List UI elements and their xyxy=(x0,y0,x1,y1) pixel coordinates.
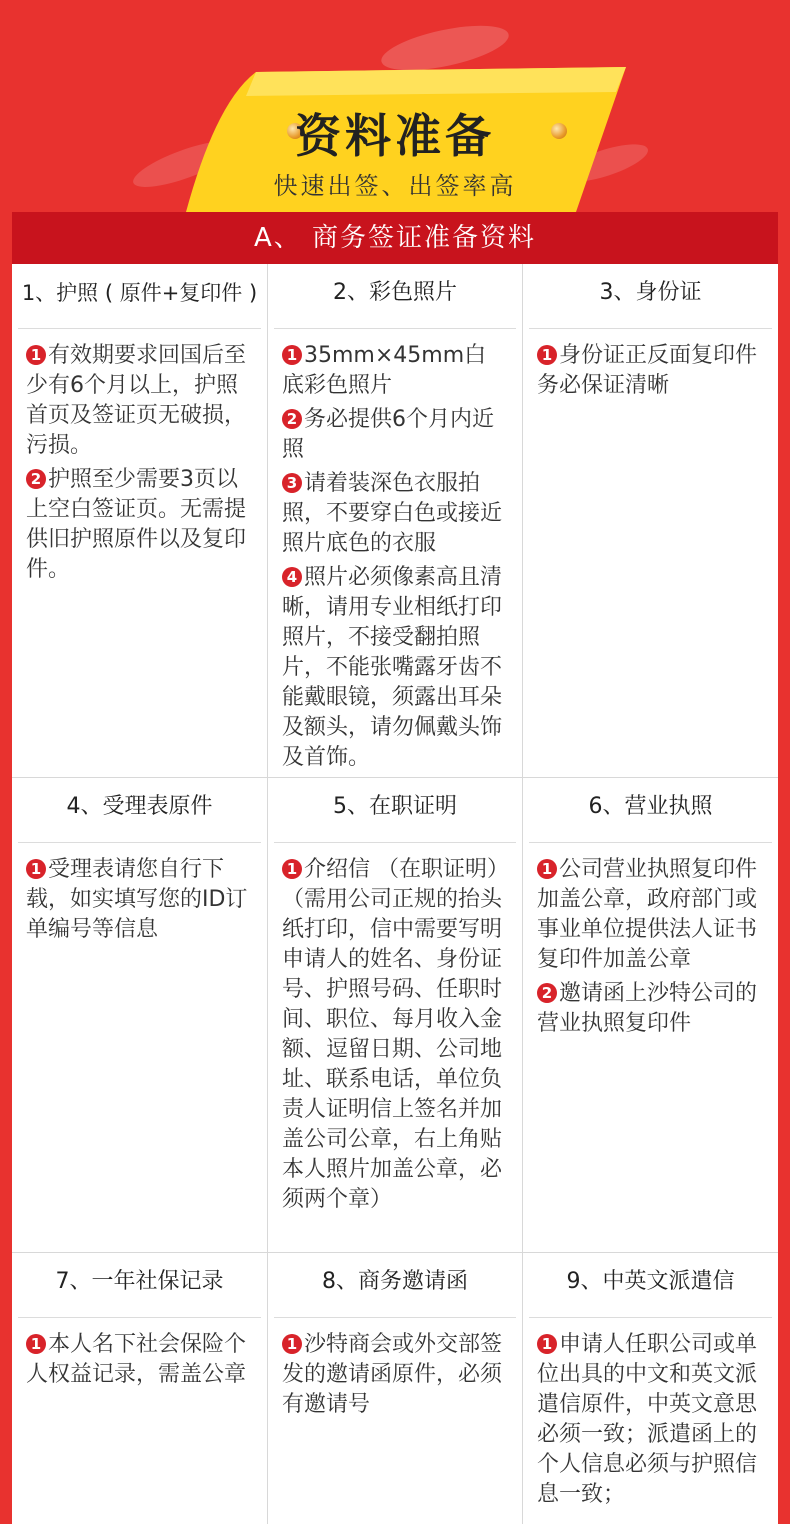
list-item xyxy=(282,855,508,1215)
section-title: A、 商务签证准备资料 xyxy=(12,212,778,264)
item-text: 邀请函上沙特公司的营业执照复印件 xyxy=(537,981,758,1036)
list-item xyxy=(282,563,508,773)
number-badge: 1 xyxy=(537,859,557,879)
number-badge: 1 xyxy=(537,345,557,365)
list-item xyxy=(282,405,508,465)
list-item xyxy=(537,1330,764,1510)
cell-heading: 2、彩色照片 xyxy=(333,280,457,305)
cell-heading: 9、中英文派遣信 xyxy=(566,1269,735,1294)
item-text: 介绍信 （在职证明）（需用公司正规的抬头纸打印，信中需要写明申请人的姓名、身份证号、护照号码、任职时间、职位、每月收入金额、逗留日期、公司地址、联系电话，单位负责人证明信上签名并加盖公司公章，右上角贴本人照片加盖公章，必须两个章） xyxy=(282,857,503,1212)
list-item xyxy=(26,855,253,945)
list-item xyxy=(26,465,253,585)
item-text: 照片必须像素高且清晰，请用专业相纸打印照片，不接受翻拍照片，不能张嘴露牙齿不能戴眼镜，须露出耳朵及额头，请勿佩戴头饰及首饰。 xyxy=(282,565,503,770)
requirement-cell-id-card xyxy=(523,264,778,405)
number-badge: 4 xyxy=(282,567,302,587)
number-badge: 1 xyxy=(26,859,46,879)
list-item xyxy=(537,979,764,1039)
number-badge: 3 xyxy=(282,473,302,493)
item-text: 身份证正反面复印件务必保证清晰 xyxy=(537,343,758,398)
number-badge: 1 xyxy=(282,345,302,365)
requirement-cell-invitation-letter xyxy=(268,1253,522,1424)
item-text: 本人名下社会保险个人权益记录，需盖公章 xyxy=(26,1332,247,1387)
requirement-cell-dispatch-letter xyxy=(523,1253,778,1514)
cell-heading: 4、受理表原件 xyxy=(66,794,213,819)
number-badge: 2 xyxy=(26,469,46,489)
number-badge: 1 xyxy=(26,345,46,365)
requirement-cell-passport xyxy=(12,264,267,589)
list-item xyxy=(282,1330,508,1420)
cell-heading: 8、商务邀请函 xyxy=(322,1269,468,1294)
item-text: 务必提供6个月内近照 xyxy=(282,407,494,462)
cell-heading: 6、营业执照 xyxy=(588,794,713,819)
number-badge: 2 xyxy=(537,983,557,1003)
requirement-cell-employment-letter xyxy=(268,778,522,1219)
number-badge: 1 xyxy=(26,1334,46,1354)
item-text: 请着装深色衣服拍照，不要穿白色或接近照片底色的衣服 xyxy=(282,471,503,556)
cell-heading: 3、身份证 xyxy=(599,280,702,305)
requirement-cell-photo xyxy=(268,264,522,777)
cell-heading: 1、护照 ( 原件+复印件 ) xyxy=(21,281,258,305)
requirements-panel xyxy=(12,212,778,1524)
number-badge: 1 xyxy=(537,1334,557,1354)
list-item xyxy=(26,1330,253,1390)
item-text: 公司营业执照复印件加盖公章，政府部门或事业单位提供法人证书复印件加盖公章 xyxy=(537,857,758,972)
number-badge: 1 xyxy=(282,1334,302,1354)
item-text: 申请人任职公司或单位出具的中文和英文派遣信原件，中英文意思必须一致；派遣函上的个人信息必须与护照信息一致； xyxy=(537,1332,758,1507)
item-text: 35mm×45mm白底彩色照片 xyxy=(282,343,487,398)
item-text: 有效期要求回国后至少有6个月以上，护照首页及签证页无破损，污损。 xyxy=(26,343,247,458)
list-item xyxy=(282,469,508,559)
item-text: 受理表请您自行下载，如实填写您的ID订单编号等信息 xyxy=(26,857,248,942)
requirement-cell-business-license xyxy=(523,778,778,1043)
list-item xyxy=(26,341,253,461)
list-item xyxy=(537,341,764,401)
requirement-cell-social-security xyxy=(12,1253,267,1394)
page-subtitle: 快速出签、出签率高 xyxy=(273,172,517,200)
item-text: 沙特商会或外交部签发的邀请函原件，必须有邀请号 xyxy=(282,1332,503,1417)
cell-heading: 5、在职证明 xyxy=(333,794,457,819)
cell-heading: 7、一年社保记录 xyxy=(55,1269,224,1294)
page-title: 资料准备 xyxy=(295,109,495,163)
requirement-cell-application-form xyxy=(12,778,267,949)
item-text: 护照至少需要3页以上空白签证页。无需提供旧护照原件以及复印件。 xyxy=(26,467,247,582)
list-item xyxy=(537,855,764,975)
number-badge: 2 xyxy=(282,409,302,429)
list-item xyxy=(282,341,508,401)
number-badge: 1 xyxy=(282,859,302,879)
